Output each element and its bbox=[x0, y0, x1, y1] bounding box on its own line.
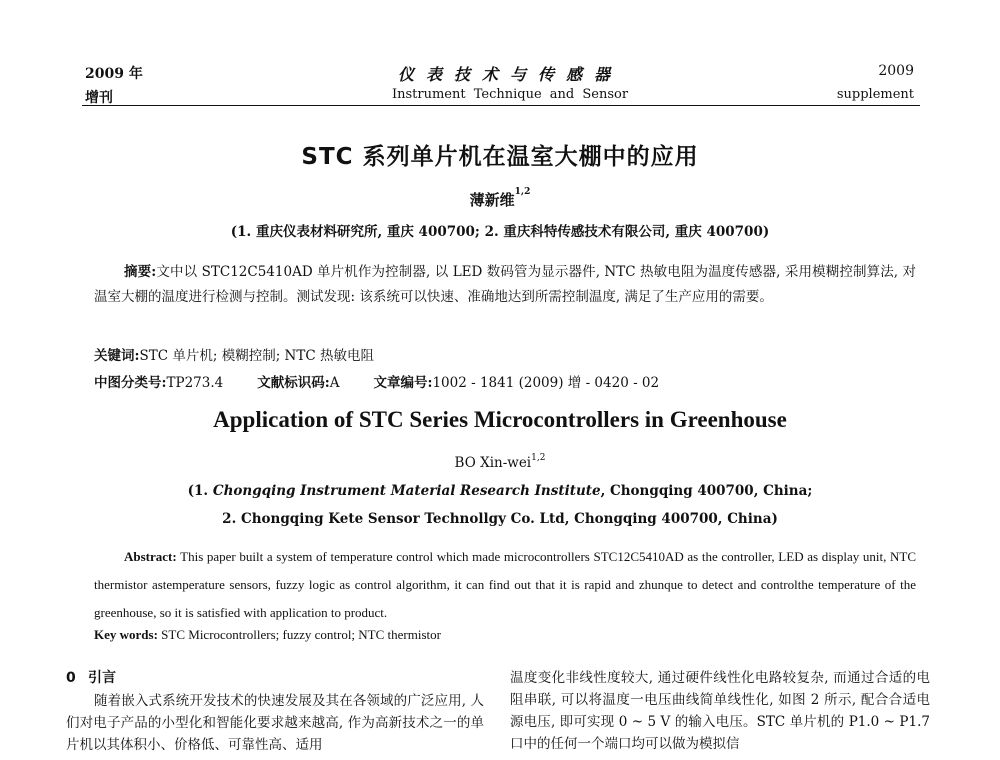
article-number-value: 1002 - 1841 (2009) 增 - 0420 - 02 bbox=[432, 375, 660, 391]
keywords-en bbox=[94, 627, 441, 643]
keywords-cn-text: STC 单片机; 模糊控制; NTC 热敏电阻 bbox=[139, 348, 374, 364]
keywords-en-label: Key words: bbox=[94, 627, 158, 642]
keywords-en-text: STC Microcontrollers; fuzzy control; NTC thermistor bbox=[161, 627, 441, 642]
clc-value: TP273.4 bbox=[166, 375, 224, 391]
abstract-en bbox=[94, 543, 916, 627]
classification-line bbox=[94, 371, 659, 391]
affiliation-cn: (1. 重庆仪表材料研究所, 重庆 400700; 2. 重庆科特传感技术有限公司, 重庆 400700) bbox=[230, 224, 770, 240]
doc-code-label: 文献标识码: bbox=[257, 375, 330, 391]
abstract-cn-text: 文中以 STC12C5410AD 单片机作为控制器, 以 LED 数码管为显示器件, NTC 热敏电阻为温度传感器, 采用模糊控制算法, 对温室大棚的温度进行检测与控制。测试发现: 该系统可以快速、准确地达到所需控制温度, 满足了生产应用的需要。 bbox=[94, 264, 917, 305]
doc-code-value: A bbox=[329, 375, 340, 391]
paper-title-cn: STC 系列单片机在温室大棚中的应用 bbox=[301, 144, 699, 170]
affiliation-en-prefix: (1. bbox=[187, 483, 213, 499]
paper-title-en: Application of STC Series Microcontrollers in Greenhouse bbox=[213, 407, 787, 432]
header-rule bbox=[82, 105, 920, 106]
body-text-right-column: 温度变化非线性度较大, 通过硬件线性化电路较复杂, 而通过合适的电阻串联, 可以将温度一电压曲线简单线性化, 如图 2 所示, 配合合适电源电压, 即可实现 0 ~ 5 V 的输入电压。STC 单片机的 P1.0 ~ P1.7 口中的任何一个端口均可以做为模拟信 bbox=[510, 670, 930, 752]
keywords-cn bbox=[94, 344, 374, 364]
author-affil-marker-cn: 1,2 bbox=[514, 187, 531, 197]
abstract-cn-label: 摘要: bbox=[124, 264, 157, 280]
article-number-label: 文章编号: bbox=[373, 375, 433, 391]
journal-title-cn: 仪表技术与传感器 bbox=[397, 65, 622, 84]
author-name-cn: 薄新维 bbox=[469, 191, 515, 209]
header-year: 2009 年 bbox=[85, 66, 143, 82]
header-year-right: 2009 bbox=[878, 63, 914, 79]
journal-title-en: Instrument Technique and Sensor bbox=[391, 87, 629, 102]
affiliation-en-line1 bbox=[0, 483, 1000, 499]
clc-label: 中图分类号: bbox=[94, 375, 167, 391]
section-title: 引言 bbox=[88, 670, 116, 686]
keywords-cn-label: 关键词: bbox=[94, 348, 140, 364]
author-affil-marker-en: 1,2 bbox=[531, 453, 546, 463]
section-heading bbox=[66, 667, 116, 687]
header-issue: 增刊 bbox=[85, 90, 113, 106]
abstract-cn bbox=[94, 260, 916, 310]
author-cn bbox=[0, 189, 1000, 210]
abstract-en-label: Abstract: bbox=[124, 549, 177, 564]
section-number: 0 bbox=[66, 670, 76, 686]
header-supplement: supplement bbox=[836, 87, 914, 102]
affiliation-en-line2: 2. Chongqing Kete Sensor Technollgy Co. Ltd, Chongqing 400700, China) bbox=[222, 511, 778, 527]
author-name-en: BO Xin-wei bbox=[454, 455, 532, 471]
author-en bbox=[0, 455, 1000, 471]
abstract-en-text: This paper built a system of temperature control which made microcontrollers STC12C5410AD as the controller, LED as display unit, NTC thermistor astemperature sensors, fuzzy logic as control algorithm, it can find out that it is rapid and zhunque to detect and controlthe temperature of the greenhouse, so it is satisfied with application to product. bbox=[94, 549, 917, 620]
affiliation-en-suffix: , Chongqing 400700, China; bbox=[600, 483, 813, 499]
body-text-left-column: 随着嵌入式系统开发技术的快速发展及其在各领域的广泛应用, 人们对电子产品的小型化和智能化要求越来越高, 作为高新技术之一的单片机以其体积小、价格低、可靠性高、适用 bbox=[66, 693, 484, 753]
affiliation-en-institute: Chongqing Instrument Material Research Institute bbox=[212, 483, 601, 499]
